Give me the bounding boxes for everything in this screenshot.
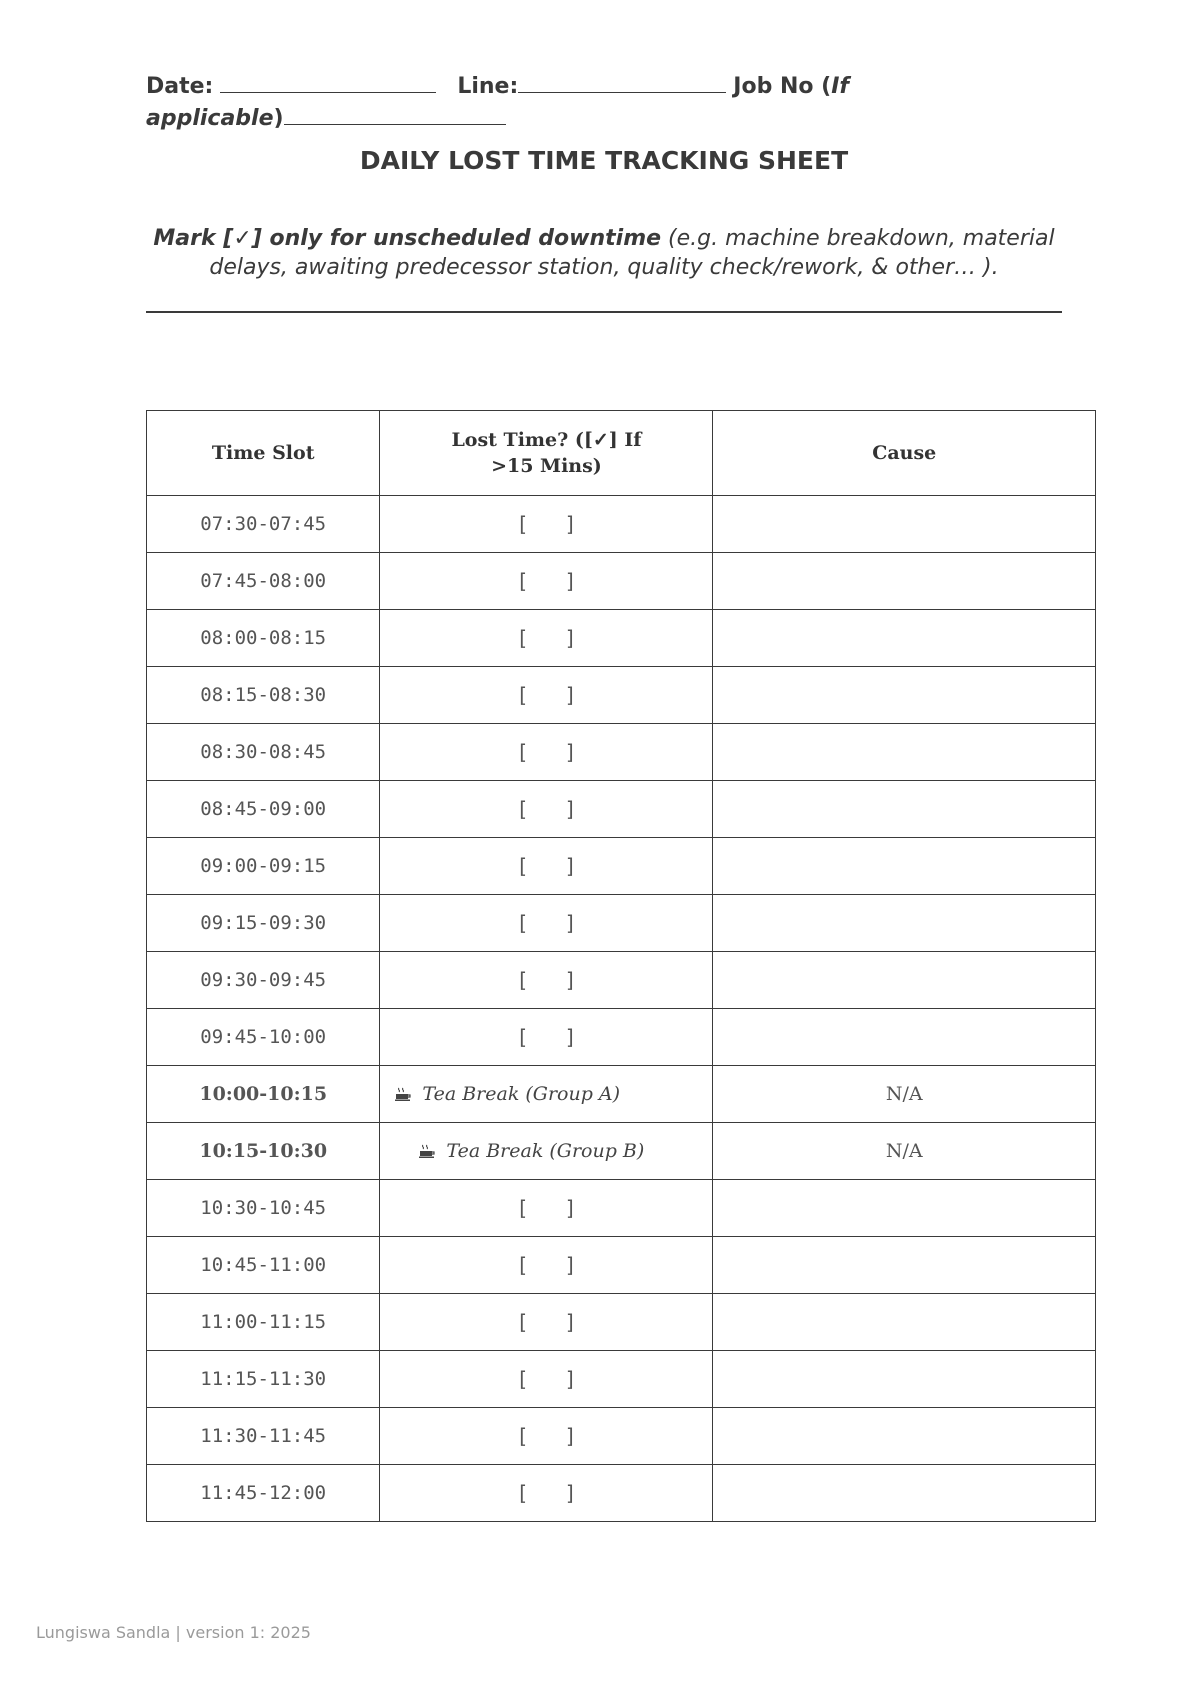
time-slot-cell: 07:45-08:00 (147, 553, 380, 610)
header-lost-time: Lost Time? ([✓] If >15 Mins) (380, 411, 713, 496)
time-slot-cell: 10:30-10:45 (147, 1180, 380, 1237)
time-slot-cell: 11:00-11:15 (147, 1294, 380, 1351)
cause-cell: N/A (713, 1123, 1096, 1180)
checkbox-brackets[interactable]: [ ] (516, 911, 577, 935)
table-row (147, 724, 1096, 781)
footer-credit: Lungiswa Sandla | version 1: 2025 (36, 1623, 311, 1642)
table-row (147, 610, 1096, 667)
cause-cell[interactable] (713, 1465, 1096, 1522)
lost-time-checkbox[interactable] (380, 838, 713, 895)
line-field[interactable] (518, 70, 726, 93)
lost-time-checkbox[interactable] (380, 724, 713, 781)
table-row (147, 1465, 1096, 1522)
lost-time-checkbox[interactable] (380, 781, 713, 838)
checkbox-brackets[interactable]: [ ] (516, 626, 577, 650)
lost-time-table (146, 410, 1096, 1522)
cause-cell[interactable] (713, 1180, 1096, 1237)
time-slot-cell: 09:30-09:45 (147, 952, 380, 1009)
job-no-applicable-label: applicable (146, 106, 274, 131)
date-label: Date: (146, 74, 214, 99)
tea-break-row (147, 1123, 1096, 1180)
instruction-text (146, 224, 1062, 282)
checkbox-brackets[interactable]: [ ] (516, 683, 577, 707)
tea-break-cell (380, 1123, 713, 1180)
cause-cell[interactable] (713, 1408, 1096, 1465)
lost-time-checkbox[interactable] (380, 1351, 713, 1408)
lost-time-checkbox[interactable] (380, 1009, 713, 1066)
table-row (147, 1237, 1096, 1294)
time-slot-cell: 08:45-09:00 (147, 781, 380, 838)
cause-cell[interactable] (713, 496, 1096, 553)
checkbox-brackets[interactable]: [ ] (516, 797, 577, 821)
lost-time-checkbox[interactable] (380, 553, 713, 610)
instruction-bold: Mark [✓] only for unscheduled downtime (153, 226, 662, 251)
cause-cell[interactable] (713, 553, 1096, 610)
checkbox-brackets[interactable]: [ ] (516, 512, 577, 536)
table-row (147, 667, 1096, 724)
checkbox-brackets[interactable]: [ ] (516, 1424, 577, 1448)
cause-cell[interactable] (713, 1351, 1096, 1408)
checkbox-brackets[interactable]: [ ] (516, 854, 577, 878)
time-slot-cell: 09:00-09:15 (147, 838, 380, 895)
lost-time-checkbox[interactable] (380, 1465, 713, 1522)
lost-time-checkbox[interactable] (380, 952, 713, 1009)
time-slot-cell: 07:30-07:45 (147, 496, 380, 553)
checkbox-brackets[interactable]: [ ] (516, 1367, 577, 1391)
checkbox-brackets[interactable]: [ ] (516, 1025, 577, 1049)
cause-cell[interactable] (713, 895, 1096, 952)
time-slot-cell: 09:45-10:00 (147, 1009, 380, 1066)
time-slot-cell: 09:15-09:30 (147, 895, 380, 952)
lost-time-checkbox[interactable] (380, 1294, 713, 1351)
header-cause: Cause (713, 411, 1096, 496)
table-header-row (147, 411, 1096, 496)
lost-time-checkbox[interactable] (380, 667, 713, 724)
header-fields: Date: Line: Job No (If applicable) (146, 70, 906, 134)
table-row (147, 1408, 1096, 1465)
tea-break-label: Tea Break (Group A) (422, 1083, 621, 1105)
instruction-rest: (e.g. machine breakdown, material delays, awaiting predecessor station, quality check/rework, & other… ). (209, 226, 1055, 280)
checkbox-brackets[interactable]: [ ] (516, 1196, 577, 1220)
table-row (147, 952, 1096, 1009)
date-field[interactable] (220, 70, 436, 93)
cause-cell[interactable] (713, 724, 1096, 781)
instruction-divider (146, 311, 1062, 313)
time-slot-cell: 10:00-10:15 (147, 1066, 380, 1123)
checkbox-brackets[interactable]: [ ] (516, 1253, 577, 1277)
checkbox-brackets[interactable]: [ ] (516, 968, 577, 992)
time-slot-cell: 11:45-12:00 (147, 1465, 380, 1522)
table-row (147, 1009, 1096, 1066)
checkbox-brackets[interactable]: [ ] (516, 740, 577, 764)
lost-time-checkbox[interactable] (380, 1237, 713, 1294)
time-slot-cell: 10:45-11:00 (147, 1237, 380, 1294)
page-title: DAILY LOST TIME TRACKING SHEET (359, 146, 849, 175)
tea-cup-icon (418, 1140, 446, 1162)
line-label: Line: (457, 74, 519, 99)
table-row (147, 781, 1096, 838)
cause-cell[interactable] (713, 838, 1096, 895)
table-row (147, 838, 1096, 895)
time-slot-cell: 10:15-10:30 (147, 1123, 380, 1180)
tea-break-row (147, 1066, 1096, 1123)
cause-cell[interactable] (713, 610, 1096, 667)
cause-cell[interactable] (713, 952, 1096, 1009)
lost-time-checkbox[interactable] (380, 610, 713, 667)
checkbox-brackets[interactable]: [ ] (516, 1481, 577, 1505)
tea-break-label: Tea Break (Group B) (446, 1140, 645, 1162)
header-time-slot: Time Slot (147, 411, 380, 496)
time-slot-cell: 08:15-08:30 (147, 667, 380, 724)
checkbox-brackets[interactable]: [ ] (516, 1310, 577, 1334)
time-slot-cell: 11:30-11:45 (147, 1408, 380, 1465)
time-slot-cell: 08:00-08:15 (147, 610, 380, 667)
job-no-label: Job No (If (733, 74, 849, 99)
tea-break-cell (380, 1066, 713, 1123)
checkbox-brackets[interactable]: [ ] (516, 569, 577, 593)
time-slot-cell: 11:15-11:30 (147, 1351, 380, 1408)
cause-cell[interactable] (713, 1294, 1096, 1351)
lost-time-checkbox[interactable] (380, 496, 713, 553)
cause-cell: N/A (713, 1066, 1096, 1123)
cause-cell[interactable] (713, 667, 1096, 724)
time-slot-cell: 08:30-08:45 (147, 724, 380, 781)
table-row (147, 895, 1096, 952)
tea-cup-icon (394, 1083, 422, 1105)
cause-cell[interactable] (713, 1009, 1096, 1066)
job-no-field[interactable] (284, 102, 506, 125)
table-row (147, 1294, 1096, 1351)
lost-time-checkbox[interactable] (380, 1180, 713, 1237)
table-row (147, 553, 1096, 610)
table-row (147, 496, 1096, 553)
cause-cell[interactable] (713, 1237, 1096, 1294)
lost-time-checkbox[interactable] (380, 895, 713, 952)
cause-cell[interactable] (713, 781, 1096, 838)
lost-time-checkbox[interactable] (380, 1408, 713, 1465)
table-row (147, 1180, 1096, 1237)
table-row (147, 1351, 1096, 1408)
